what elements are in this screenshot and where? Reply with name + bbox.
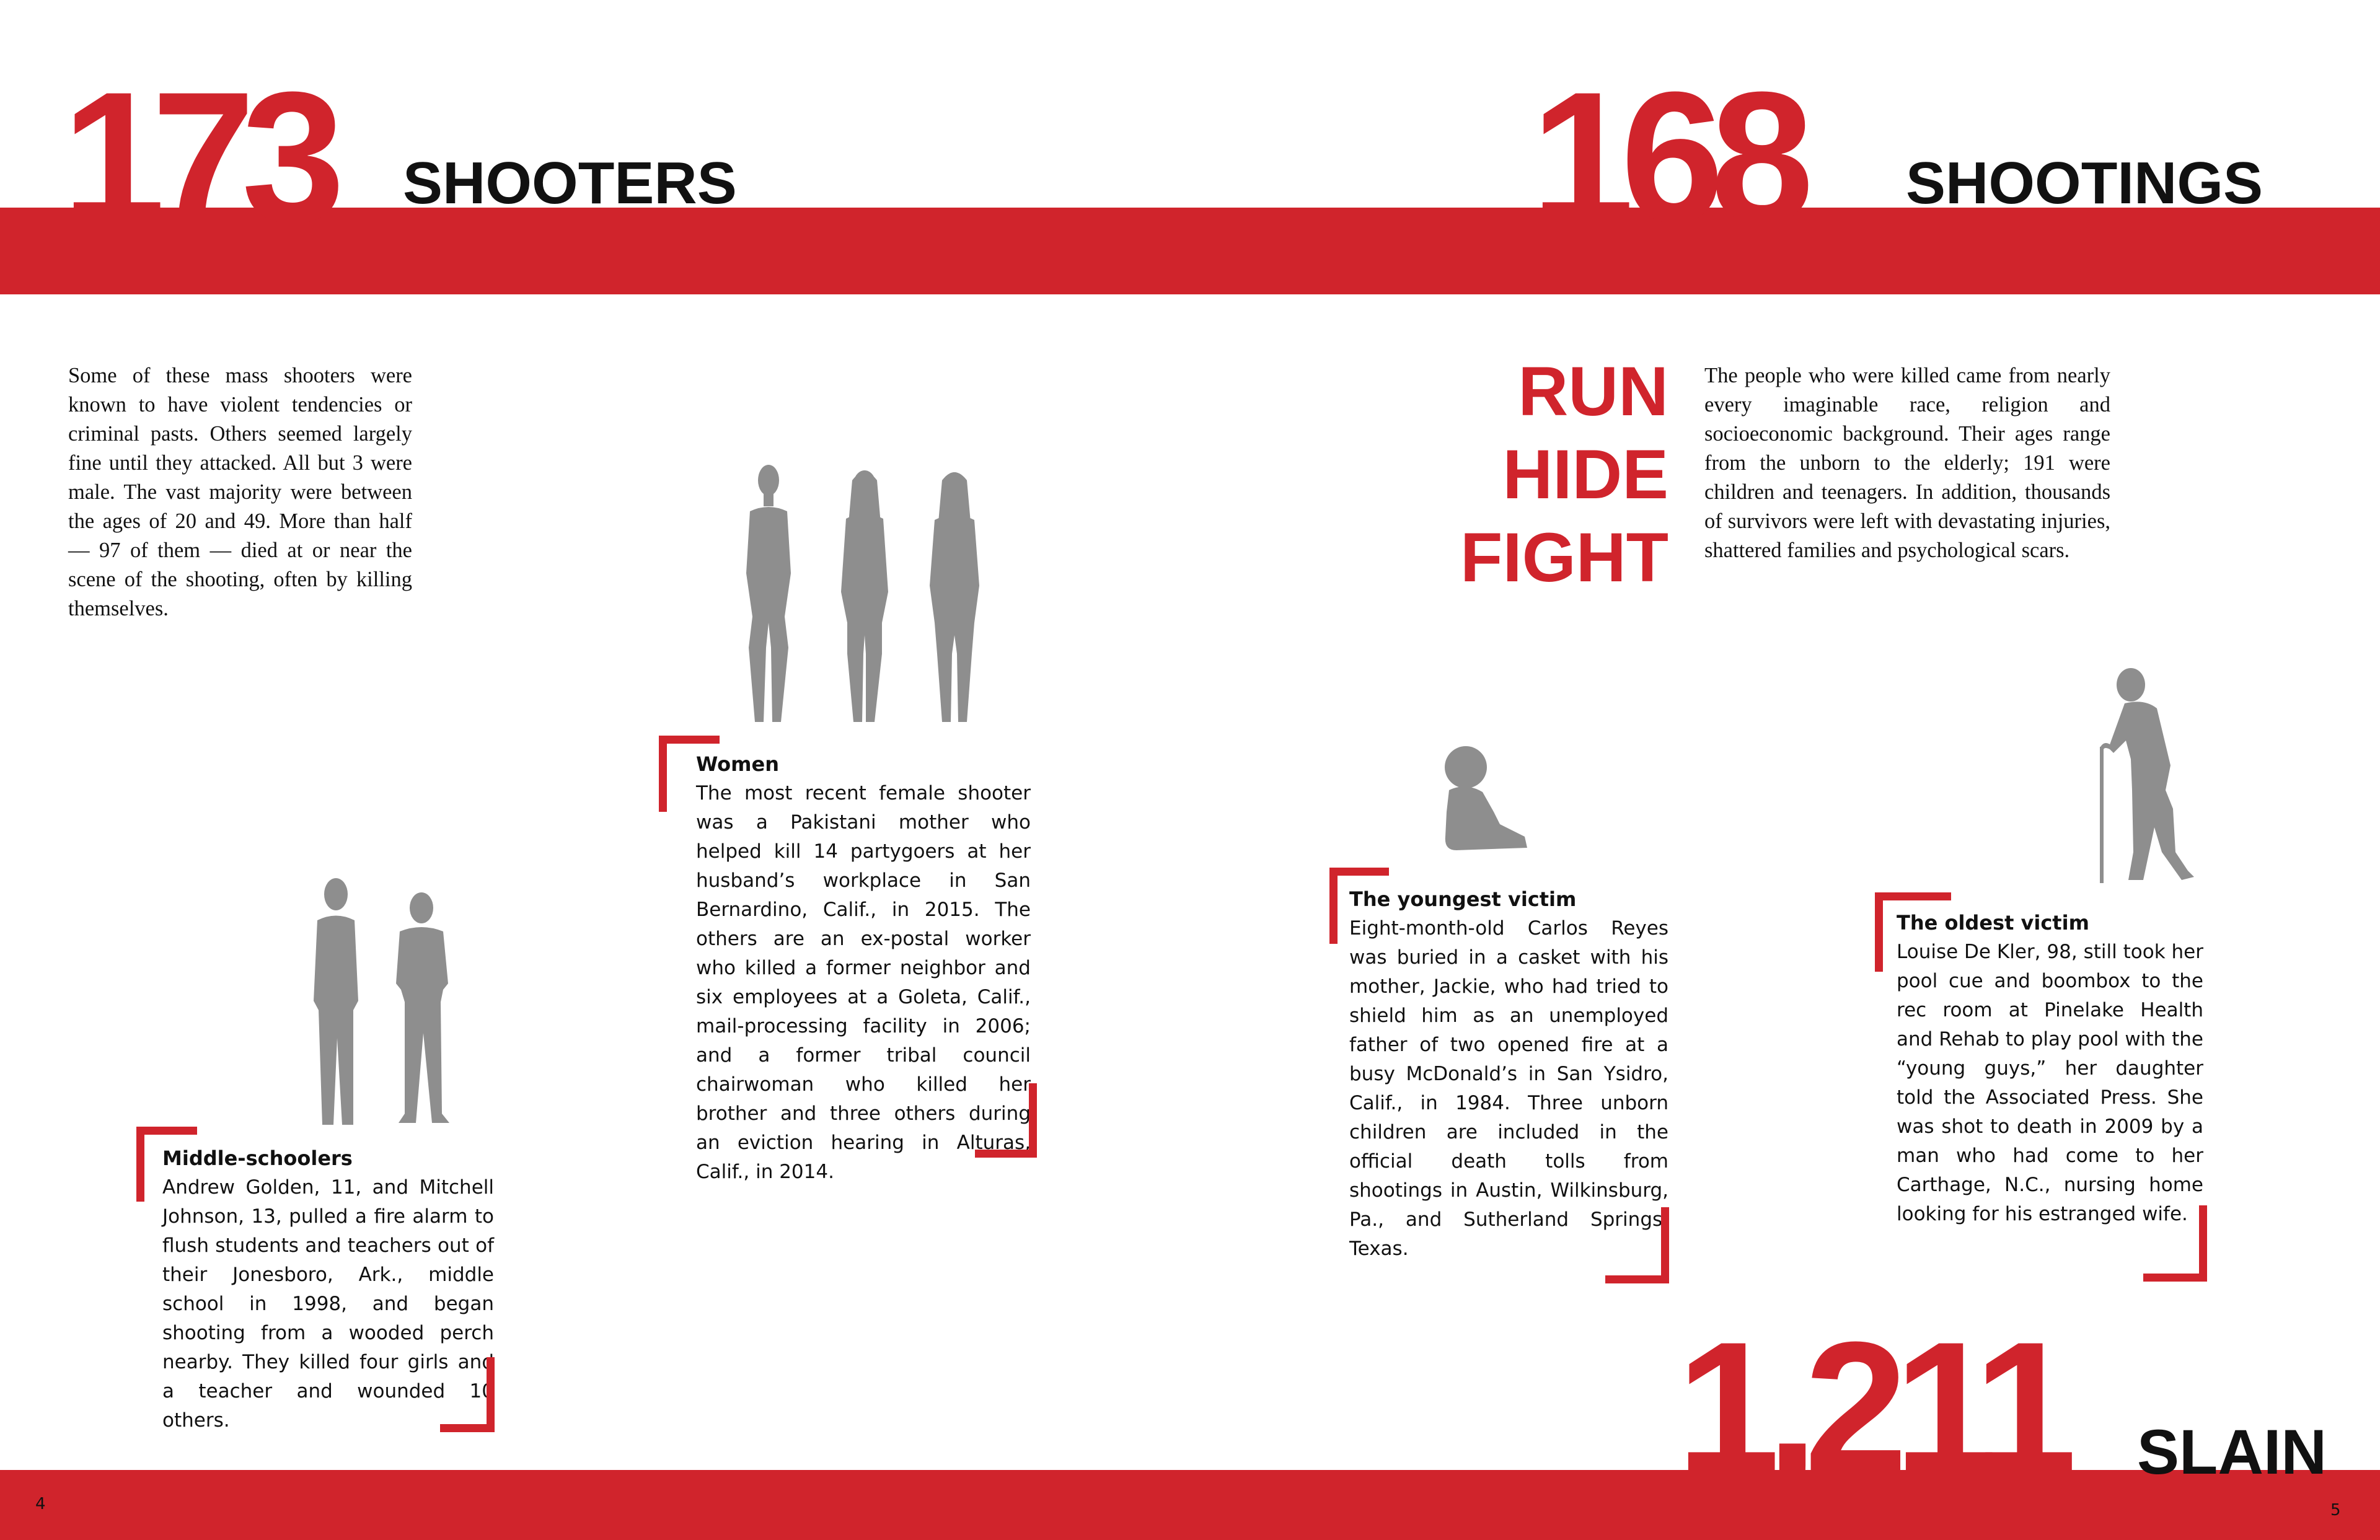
oldest-corner-bottom-right xyxy=(2143,1205,2207,1282)
elderly-woman-silhouette-icon xyxy=(2095,666,2200,886)
fight-word: FIGHT xyxy=(1460,519,1668,596)
run-hide-fight xyxy=(1426,350,1668,599)
two-boys-silhouette-icon xyxy=(304,877,465,1128)
youngest-corner-bottom-right xyxy=(1605,1207,1669,1283)
oldest-victim-title: The oldest victim xyxy=(1897,911,2089,935)
oldest-victim-sidebar xyxy=(1897,909,2203,1229)
three-women-silhouette-icon xyxy=(725,462,1010,725)
page-number-right: 5 xyxy=(2330,1501,2341,1520)
middle-schoolers-title: Middle-schoolers xyxy=(162,1146,353,1170)
shooters-count: 173 xyxy=(62,53,332,261)
middle-schoolers-corner-bottom-right xyxy=(440,1357,495,1432)
women-corner-bottom-right xyxy=(975,1083,1037,1158)
shooters-intro-text: Some of these mass shooters were known to have violent tendencies or criminal pasts. Others seemed largely fine until they attacked. All but 3 were male. The vast majority were between the ages of 20 and 49. More than half — 97 of them — died at or near the scene of the shooting, often by killing themselves. xyxy=(68,364,412,620)
shooters-label: SHOOTERS xyxy=(403,150,737,216)
baby-silhouette-icon xyxy=(1438,744,1528,855)
women-body: The most recent female shooter was a Pakistani mother who helped kill 14 partygoers at her husband’s workplace in San Bernardino, Calif., in 2015. The others are an ex-postal worker who killed a former neighbor and six employees at a Goleta, Calif., mail-processing facility in 2006; and a former tribal council chairwoman who killed her brother and three others during an eviction hearing in Alturas, Calif., in 2014. xyxy=(696,782,1031,1183)
page-number-left: 4 xyxy=(35,1495,46,1513)
shootings-count: 168 xyxy=(1531,53,1800,261)
run-word: RUN xyxy=(1518,353,1668,430)
women-title: Women xyxy=(696,752,779,776)
top-red-band xyxy=(0,208,2380,294)
victims-intro-text: The people who were killed came from nearly every imaginable race, religion and socioeconomic background. Their ages range from the unborn to the elderly; 191 were children and teenagers. In addition, thousands of survivors were left with devastating injuries, shattered families and psychological scars. xyxy=(1704,364,2110,562)
youngest-victim-body: Eight-month-old Carlos Reyes was buried in a casket with his mother, Jackie, who had tried to shield him as an unemployed father of two opened fire at a busy McDonald’s in San Ysidro, Calif., in 1984. Three unborn children are included in the official death tolls from shootings in Austin, Wilkinsburg, Pa., and Sutherland Springs, Texas. xyxy=(1349,917,1668,1260)
slain-label: SLAIN xyxy=(2137,1417,2327,1487)
slain-count: 1,211 xyxy=(1677,1303,2064,1511)
oldest-victim-body: Louise De Kler, 98, still took her pool cue and boombox to the rec room at Pinelake Health and Rehab to play pool with the “young guys,” her daughter told the Associated Press. She was shot to death in 2009 by a man who had come to her Carthage, N.C., nursing home looking for his estranged wife. xyxy=(1897,941,2203,1225)
shootings-label: SHOOTINGS xyxy=(1906,150,2263,216)
youngest-victim-title: The youngest victim xyxy=(1349,887,1577,911)
middle-schoolers-body: Andrew Golden, 11, and Mitchell Johnson, 13, pulled a fire alarm to flush students and teachers out of their Jonesboro, Ark., middle school in 1998, and began shooting from a wooded perch nearby. They killed four girls and a teacher and wounded 10 others. xyxy=(162,1176,494,1432)
hide-word: HIDE xyxy=(1502,436,1668,513)
